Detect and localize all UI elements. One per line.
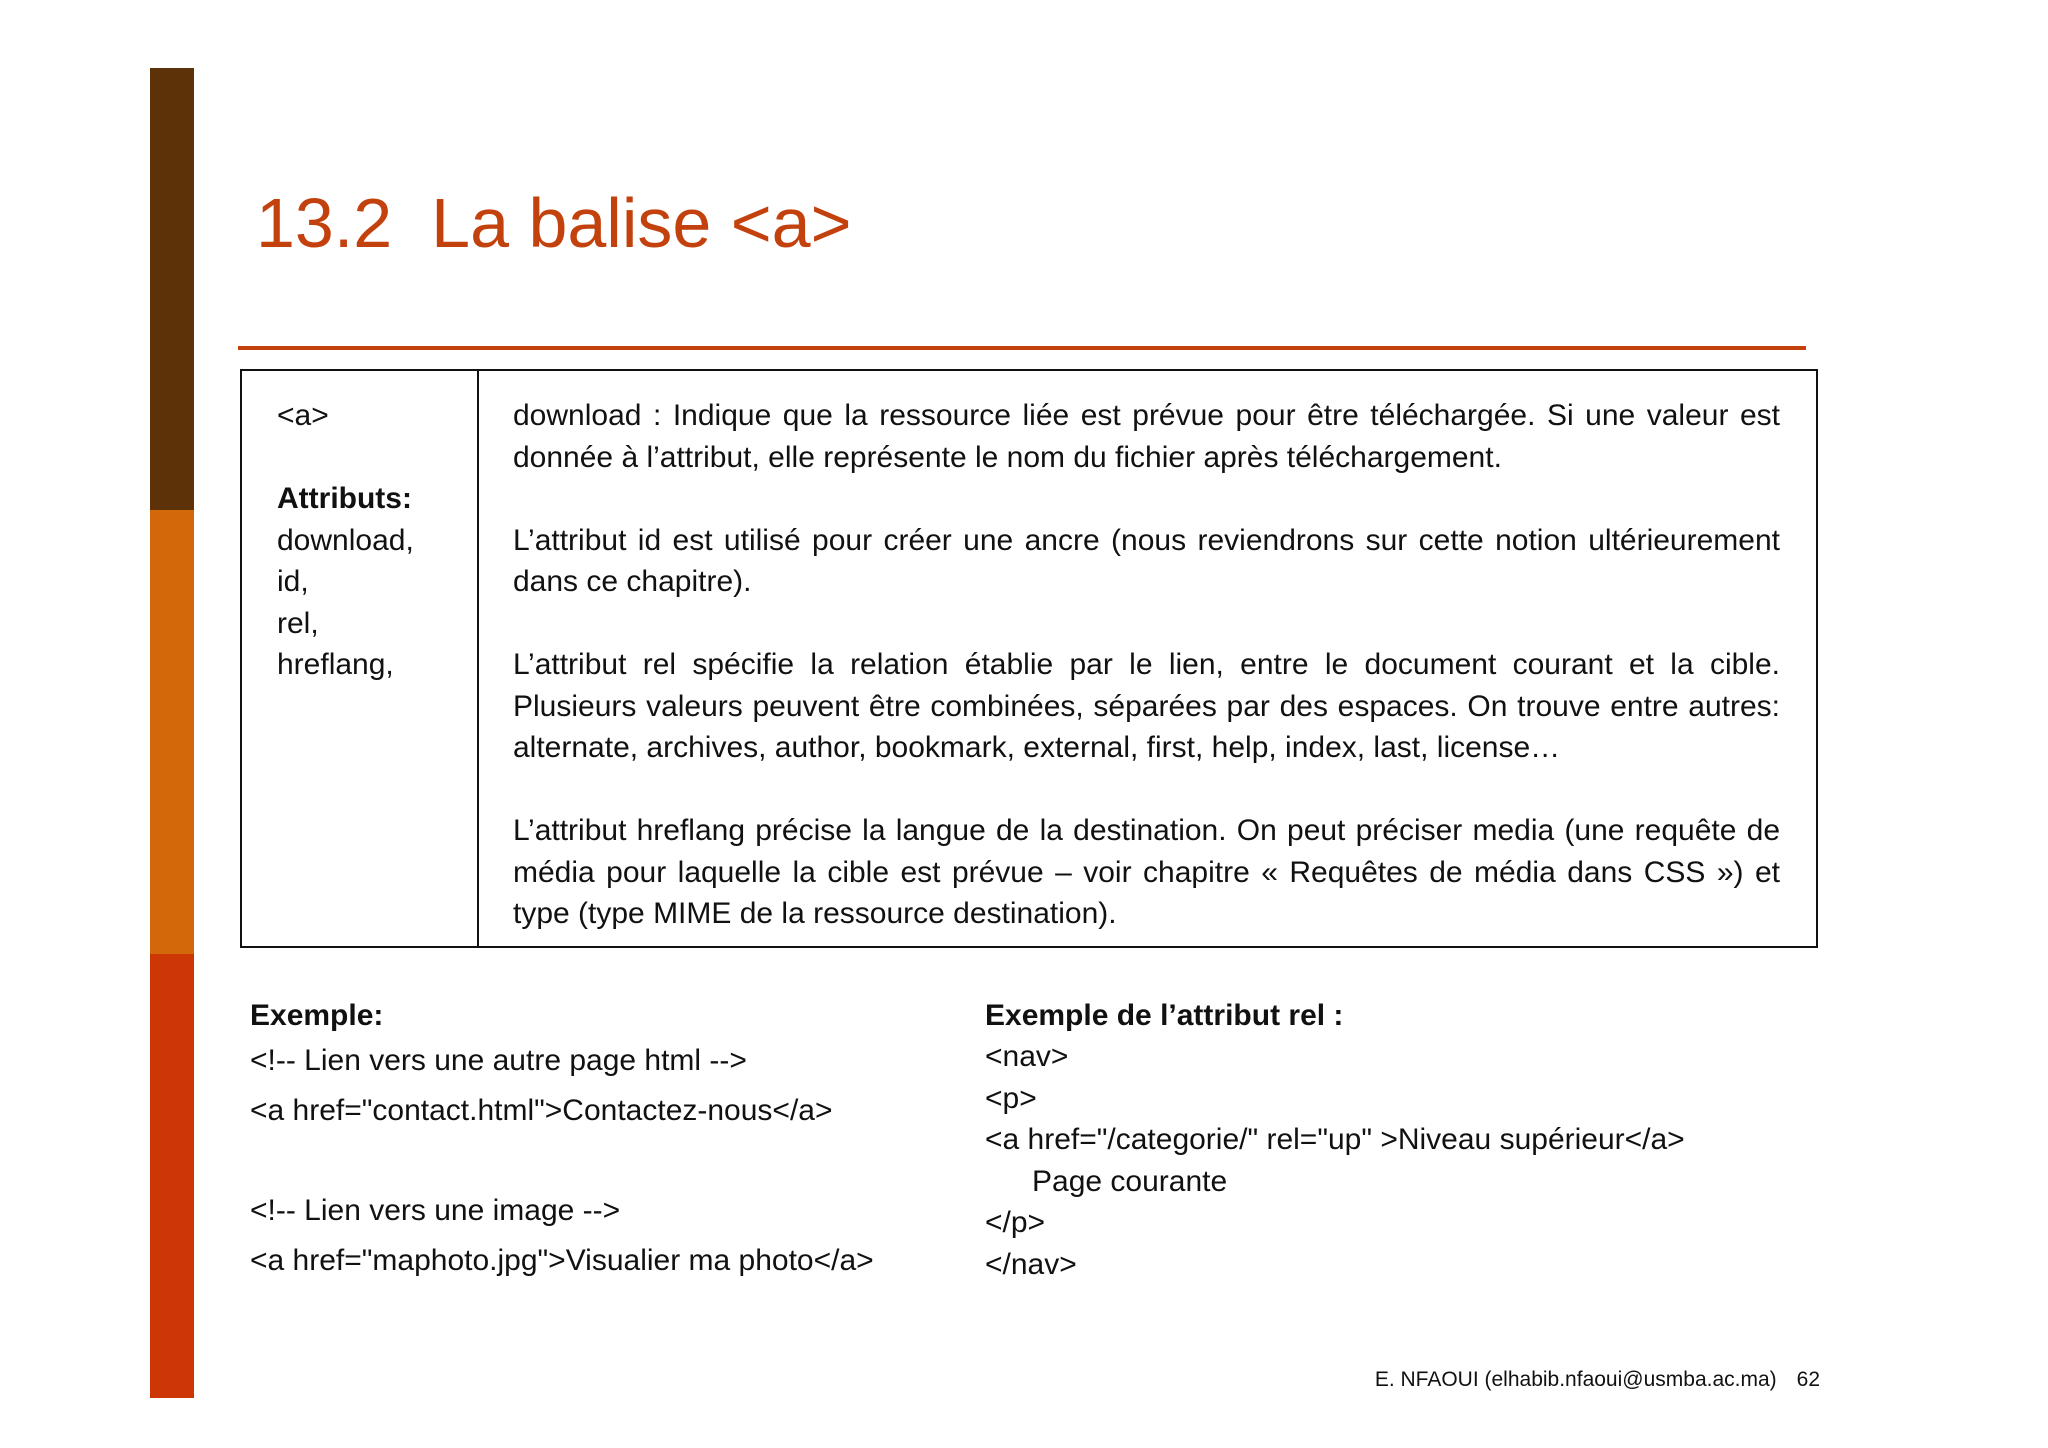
footer (1340, 1368, 1820, 1392)
attribute-item: download, (277, 523, 414, 557)
description-rel: L’attribut rel spécifie la relation établie par le lien, entre le document courant et la cible. Plusieurs valeurs peuvent être combinées, séparées par des espaces. On trouve entre autres: alternate, archives, author, bookmark, external, first, help, index, last, license… (513, 648, 1780, 764)
code-line: </p> (985, 1206, 1046, 1239)
attribute-item: id, (277, 565, 309, 598)
attribute-item: hreflang, (277, 648, 394, 681)
description-id: L’attribut id est utilisé pour créer une ancre (nous reviendrons sur cette notion ultérieurement dans ce chapitre). (513, 523, 1780, 598)
attribute-item: rel, (277, 606, 319, 640)
example-right-title: Exemple de l’attribut rel : (985, 999, 1344, 1032)
example-left (250, 996, 874, 1286)
code-line: <!-- Lien vers une autre page html --> (250, 1044, 747, 1077)
footer-author: E. NFAOUI (elhabib.nfaoui@usmba.ac.ma) (1374, 1368, 1777, 1391)
slide-title: 13.2 La balise <a> (256, 184, 852, 262)
description-download: download : Indique que la ressource liée est prévue pour être téléchargée. Si une valeur est donnée à l’attribut, elle représente le nom du fichier après téléchargement. (513, 399, 1780, 474)
code-line: <nav> (985, 1040, 1069, 1073)
title-divider (238, 346, 1806, 350)
example-right (985, 996, 1685, 1285)
sidebar-band-dark (150, 68, 194, 510)
code-line: </nav> (985, 1247, 1077, 1281)
code-line: <a href="contact.html">Contactez-nous</a> (250, 1094, 833, 1127)
tag-name: <a> (277, 399, 329, 432)
page-number: 62 (1796, 1368, 1820, 1391)
code-line: <a href="maphoto.jpg">Visualier ma photo</a> (250, 1244, 874, 1277)
code-line: Page courante (1032, 1164, 1228, 1198)
sidebar-band-orange (150, 510, 194, 954)
attributes-heading: Attributs: (277, 482, 412, 515)
description-hreflang: L’attribut hreflang précise la langue de la destination. On peut préciser media (une requête de média pour laquelle la cible est prévue – voir chapitre « Requêtes de média dans CSS ») et type (type MIME de la ressource destination). (513, 814, 1780, 930)
sidebar-band-red (150, 954, 194, 1398)
spacer (250, 1136, 874, 1186)
example-left-title: Exemple: (250, 999, 384, 1032)
attributes-column (242, 371, 479, 946)
code-line: <p> (985, 1081, 1037, 1115)
code-line: <!-- Lien vers une image --> (250, 1194, 621, 1227)
code-line: <a href="/categorie/" rel="up" >Niveau supérieur</a> (985, 1123, 1685, 1156)
attributes-table (240, 369, 1818, 948)
descriptions-column (479, 371, 1816, 946)
